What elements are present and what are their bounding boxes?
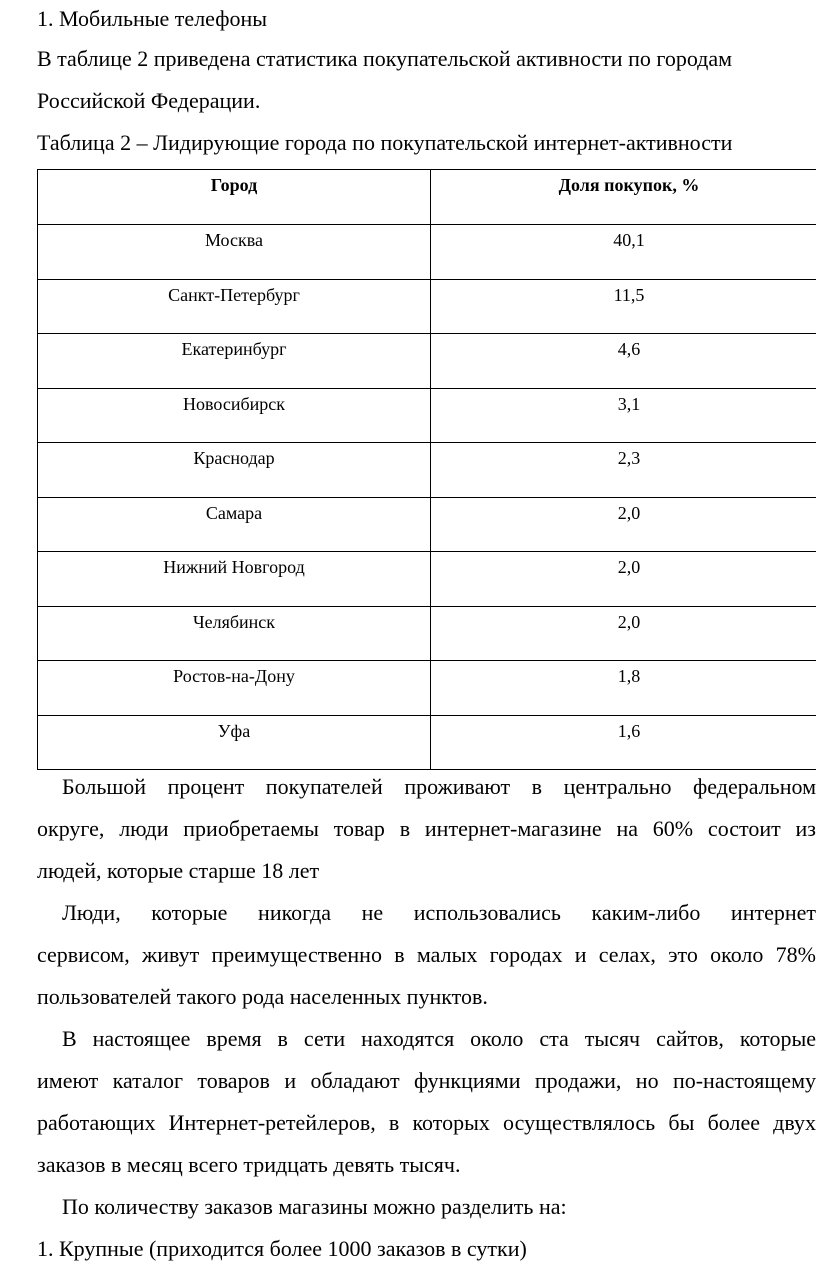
header-city: Город (38, 170, 431, 225)
paragraph-2-line-3: пользователей такого рода населенных пунктов. (37, 984, 488, 1009)
table-row (38, 606, 816, 661)
share-cell: 2,0 (431, 606, 816, 661)
share-cell: 40,1 (431, 225, 816, 280)
paragraph-3-line-1: В настоящее время в сети находятся около ста тысяч сайтов, которые (62, 1026, 816, 1051)
city-cell: Москва (38, 225, 431, 280)
intro-line-1: В таблице 2 приведена статистика покупательской активности по городам (37, 46, 733, 71)
table-row (38, 552, 816, 607)
table-row (38, 225, 816, 280)
share-cell: 3,1 (431, 388, 816, 443)
city-cell: Челябинск (38, 606, 431, 661)
city-cell: Ростов-на-Дону (38, 661, 431, 716)
section-heading: 1. Мобильные телефоны (37, 6, 268, 31)
table-row (38, 388, 816, 443)
table-row (38, 715, 816, 770)
city-cell: Санкт-Петербург (38, 279, 431, 334)
share-cell: 1,8 (431, 661, 816, 716)
paragraph-1-line-2: округе, люди приобретаемы товар в интернет-магазине на 60% состоит из (37, 816, 816, 841)
city-cell: Новосибирск (38, 388, 431, 443)
city-cell: Екатеринбург (38, 334, 431, 389)
table-row (38, 334, 816, 389)
table-caption: Таблица 2 – Лидирующие города по покупательской интернет-активности (37, 130, 733, 155)
share-cell: 1,6 (431, 715, 816, 770)
paragraph-4-line-1: По количеству заказов магазины можно разделить на: (62, 1194, 567, 1219)
paragraph-3-line-4: заказов в месяц всего тридцать девять тысяч. (37, 1152, 461, 1177)
paragraph-1-line-1: Большой процент покупателей проживают в центрально федеральном (62, 774, 816, 799)
city-cell: Краснодар (38, 443, 431, 498)
paragraph-2-line-1: Люди, которые никогда не использовались каким-либо интернет (62, 900, 816, 925)
list-item-1: 1. Крупные (приходится более 1000 заказов в сутки) (37, 1236, 527, 1261)
share-cell: 11,5 (431, 279, 816, 334)
share-cell: 2,3 (431, 443, 816, 498)
intro-line-2: Российской Федерации. (37, 88, 261, 113)
city-cell: Уфа (38, 715, 431, 770)
share-cell: 4,6 (431, 334, 816, 389)
paragraph-2-line-2: сервисом, живут преимущественно в малых городах и селах, это около 78% (37, 942, 816, 967)
table-row (38, 497, 816, 552)
share-cell: 2,0 (431, 497, 816, 552)
table-header-row (38, 170, 816, 225)
header-share: Доля покупок, % (431, 170, 816, 225)
share-cell: 2,0 (431, 552, 816, 607)
paragraph-3-line-3: работающих Интернет-ретейлеров, в которых осуществлялось бы более двух (37, 1110, 816, 1135)
table-row (38, 661, 816, 716)
city-cell: Нижний Новгород (38, 552, 431, 607)
city-cell: Самара (38, 497, 431, 552)
paragraph-1-line-3: людей, которые старше 18 лет (37, 858, 320, 883)
table-row (38, 443, 816, 498)
city-activity-table (37, 169, 816, 770)
table-row (38, 279, 816, 334)
paragraph-3-line-2: имеют каталог товаров и обладают функциями продажи, но по-настоящему (37, 1068, 816, 1093)
